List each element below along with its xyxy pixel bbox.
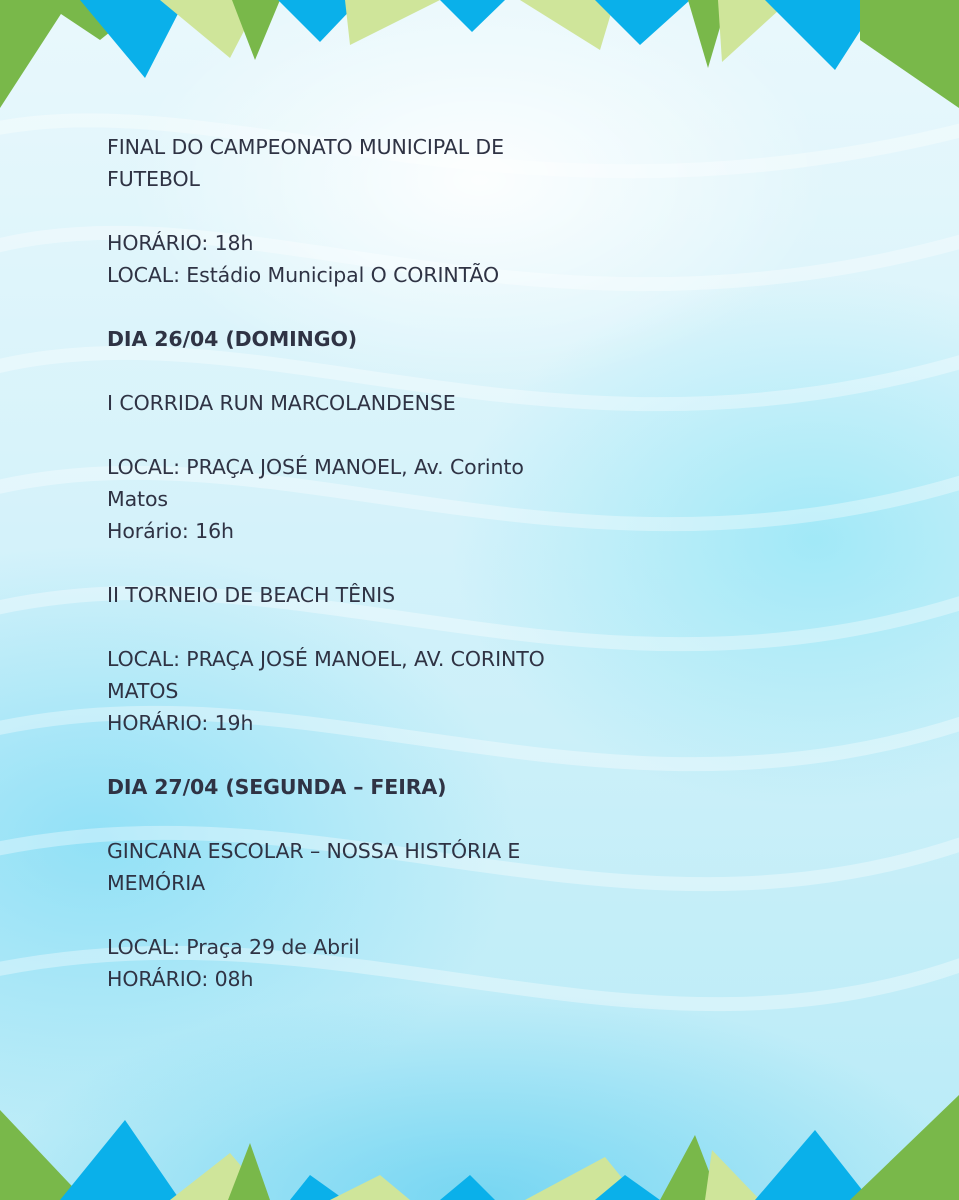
day-26-heading: DIA 26/04 (DOMINGO) (107, 327, 358, 351)
beach-time: HORÁRIO: 19h (107, 711, 254, 735)
beach-place-line-2: MATOS (107, 679, 179, 703)
run-place-line-1: LOCAL: PRAÇA JOSÉ MANOEL, Av. Corinto (107, 455, 524, 479)
bottom-bunting-decoration (0, 1095, 959, 1200)
gincana-title-line-2: MEMÓRIA (107, 871, 206, 895)
day-27-heading: DIA 27/04 (SEGUNDA – FEIRA) (107, 775, 447, 799)
final-place: LOCAL: Estádio Municipal O CORINTÃO (107, 263, 500, 287)
run-place-line-2: Matos (107, 487, 169, 511)
gincana-title-line-1: GINCANA ESCOLAR – NOSSA HISTÓRIA E (107, 839, 521, 863)
top-bunting-decoration (0, 0, 959, 115)
gincana-place: LOCAL: Praça 29 de Abril (107, 935, 360, 959)
gincana-time: HORÁRIO: 08h (107, 967, 254, 991)
schedule-text (107, 131, 647, 995)
beach-place-line-1: LOCAL: PRAÇA JOSÉ MANOEL, AV. CORINTO (107, 647, 545, 671)
final-title-line-2: FUTEBOL (107, 167, 200, 191)
final-time: HORÁRIO: 18h (107, 231, 254, 255)
run-time: Horário: 16h (107, 519, 234, 543)
beach-title: II TORNEIO DE BEACH TÊNIS (107, 583, 396, 607)
final-title-line-1: FINAL DO CAMPEONATO MUNICIPAL DE (107, 135, 504, 159)
run-title: I CORRIDA RUN MARCOLANDENSE (107, 391, 456, 415)
